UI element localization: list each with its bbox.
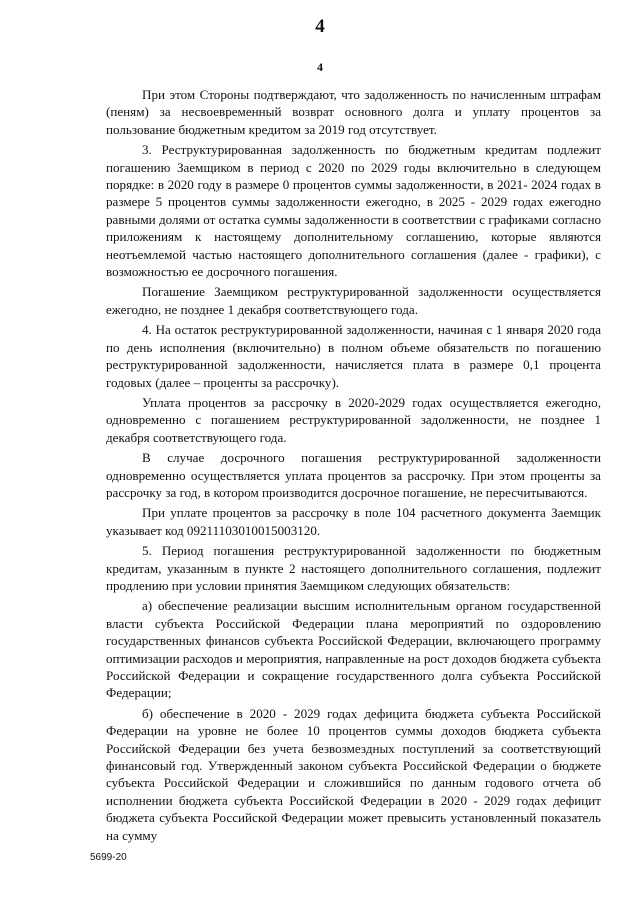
paragraph-obligation-b: б) обеспечение в 2020 - 2029 годах дефицита бюджета субъекта Российской Федерации на уровне не более 10 процентов суммы доходов бюджета субъекта Российской Федерации без учета безвозмездных поступлений за соответствующий финансовый год. Утвержденный законом субъекта Российской Федерации о бюджете субъекта Российской Федерации и сложившийся по данным годового отчета об исполнении бюджета субъекта Российской Федерации в 2020 - 2029 годах дефицит бюджета субъекта Российской Федерации может превысить установленный показатель на сумму [106, 705, 601, 843]
page-number-secondary: 4 [317, 60, 323, 74]
paragraph-clause-3: 3. Реструктурированная задолженность по бюджетным кредитам подлежит погашению Заемщиком в период с 2020 по 2029 годы включительно в следующем порядке: в 2020 году в размере 0 процентов суммы задолженности, в 2021- 2024 годах в размере 5 процентов суммы задолженности ежегодно, в 2025 - 2029 годах ежегодно равными долями от остатка суммы задолженности в соответствии с графиками согласно приложениям к настоящему дополнительному соглашению, которые являются неотъемлемой частью настоящего дополнительного соглашения (далее - графики), с возможностью ее досрочного погашения. [106, 142, 601, 280]
document-body [106, 86, 601, 844]
document-code: 5699-20 [90, 852, 127, 863]
paragraph-repayment-deadline: Погашение Заемщиком реструктурированной задолженности осуществляется ежегодно, не позднее 1 декабря соответствующего года. [106, 284, 601, 317]
paragraph-obligation-a: а) обеспечение реализации высшим исполнительным органом государственной власти субъекта Российской Федерации плана мероприятий по оздоровлению государственных финансов субъекта Российской Федерации, включающего программу оптимизации расходов и мероприятия, направленные на рост доходов бюджета субъекта Российской Федерации и сокращение государственного долга субъекта Российской Федерации; [106, 598, 601, 701]
paragraph-early-repayment: В случае досрочного погашения реструктурированной задолженности одновременно осуществляется уплата процентов за рассрочку. При этом проценты за рассрочку за год, в котором производится досрочное погашение, не пересчитываются. [106, 450, 601, 500]
page-number: 4 [315, 16, 325, 37]
paragraph-clause-5: 5. Период погашения реструктурированной задолженности по бюджетным кредитам, указанным в пункте 2 настоящего дополнительного соглашения, подлежит продлению при условии принятия Заемщиком следующих обязательств: [106, 543, 601, 593]
paragraph-confirmation: При этом Стороны подтверждают, что задолженность по начисленным штрафам (пеням) за несвоевременный возврат основного долга и уплату процентов за пользование бюджетным кредитом за 2019 год отсутствует. [106, 87, 601, 137]
paragraph-clause-4: 4. На остаток реструктурированной задолженности, начиная с 1 января 2020 года по день исполнения (включительно) в полном объеме обязательств по погашению реструктурированной задолженности, начисляется плата в размере 0,1 процента годовых (далее – проценты за рассрочку). [106, 322, 601, 390]
paragraph-payment-code: При уплате процентов за рассрочку в поле 104 расчетного документа Заемщик указывает код 09211103010015003120. [106, 505, 601, 538]
paragraph-interest-payment: Уплата процентов за рассрочку в 2020-2029 годах осуществляется ежегодно, одновременно с погашением реструктурированной задолженности, не позднее 1 декабря соответствующего года. [106, 394, 601, 445]
